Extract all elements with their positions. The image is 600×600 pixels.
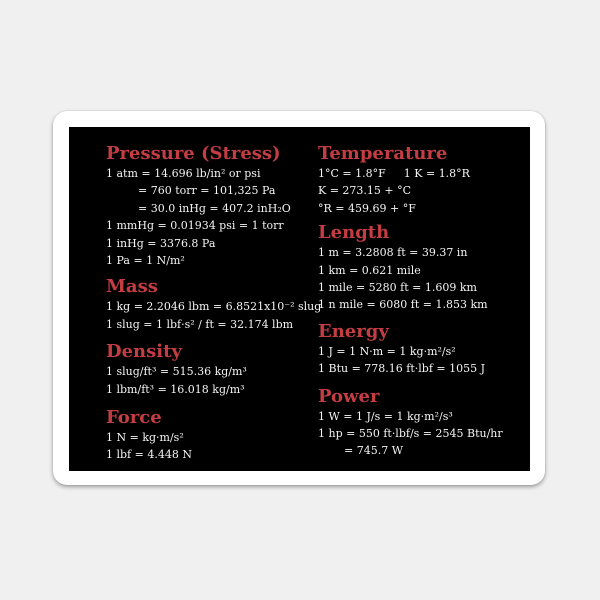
section-mass xyxy=(106,276,321,333)
spacer xyxy=(318,378,503,386)
heading-energy: Energy xyxy=(318,320,389,342)
temperature-line-1b: 1 K = 1.8°R xyxy=(403,167,470,180)
mass-line-1: 1 kg = 2.2046 lbm = 6.8521x10⁻² slug xyxy=(106,300,322,314)
density-line-1: 1 slug/ft³ = 515.36 kg/m³ xyxy=(106,365,247,379)
heading-length: Length xyxy=(318,222,390,244)
pressure-line-1: 1 atm = 14.696 lb/in² or psi xyxy=(106,167,261,180)
heading-pressure: Pressure (Stress) xyxy=(106,143,281,164)
section-force xyxy=(106,407,321,464)
heading-force: Force xyxy=(106,406,162,428)
left-column xyxy=(106,143,321,464)
temperature-line-3: °R = 459.69 + °F xyxy=(318,201,416,215)
length-line-2: 1 km = 0.621 mile xyxy=(318,263,421,277)
length-line-3: 1 mile = 5280 ft = 1.609 km xyxy=(318,280,477,294)
heading-density: Density xyxy=(106,341,182,363)
pressure-line-5: 1 inHg = 3376.8 Pa xyxy=(106,236,216,250)
pressure-line-6: 1 Pa = 1 N/m² xyxy=(106,253,185,267)
section-power xyxy=(318,386,503,460)
length-line-4: 1 n mile = 6080 ft = 1.853 km xyxy=(318,298,488,312)
section-density xyxy=(106,341,321,398)
heading-power: Power xyxy=(318,385,380,407)
mass-line-2: 1 slug = 1 lbf·s² / ft = 32.174 lbm xyxy=(106,317,294,331)
conversion-card xyxy=(69,127,530,471)
force-line-1: 1 N = kg·m/s² xyxy=(106,430,184,444)
energy-line-2: 1 Btu = 778.16 ft·lbf = 1055 J xyxy=(318,362,486,376)
spacer xyxy=(106,269,321,276)
energy-line-1: 1 J = 1 N·m = 1 kg·m²/s² xyxy=(318,344,456,358)
heading-temperature: Temperature xyxy=(318,143,448,164)
pressure-line-4: 1 mmHg = 0.01934 psi = 1 torr xyxy=(106,219,284,233)
spacer xyxy=(106,333,321,341)
pressure-line-3: = 30.0 inHg = 407.2 inH₂O xyxy=(138,201,291,215)
right-column xyxy=(318,143,503,460)
power-line-1: 1 W = 1 J/s = 1 kg·m²/s³ xyxy=(318,409,453,423)
heading-mass: Mass xyxy=(106,276,158,298)
temperature-line-1 xyxy=(318,165,503,182)
force-line-2: 1 lbf = 4.448 N xyxy=(106,448,192,462)
temperature-line-1a: 1°C = 1.8°F xyxy=(318,167,386,180)
power-line-3: = 745.7 W xyxy=(344,444,404,458)
density-line-2: 1 lbm/ft³ = 16.018 kg/m³ xyxy=(106,382,245,396)
spacer xyxy=(106,398,321,407)
section-energy xyxy=(318,321,503,378)
section-pressure xyxy=(106,143,321,269)
spacer xyxy=(318,314,503,321)
length-line-1: 1 m = 3.2808 ft = 39.37 in xyxy=(318,246,468,260)
section-temperature xyxy=(318,143,503,217)
section-length xyxy=(318,222,503,314)
temperature-line-2: K = 273.15 + °C xyxy=(318,184,412,198)
power-line-2: 1 hp = 550 ft·lbf/s = 2545 Btu/hr xyxy=(318,426,503,440)
pressure-line-2: = 760 torr = 101,325 Pa xyxy=(138,184,276,198)
